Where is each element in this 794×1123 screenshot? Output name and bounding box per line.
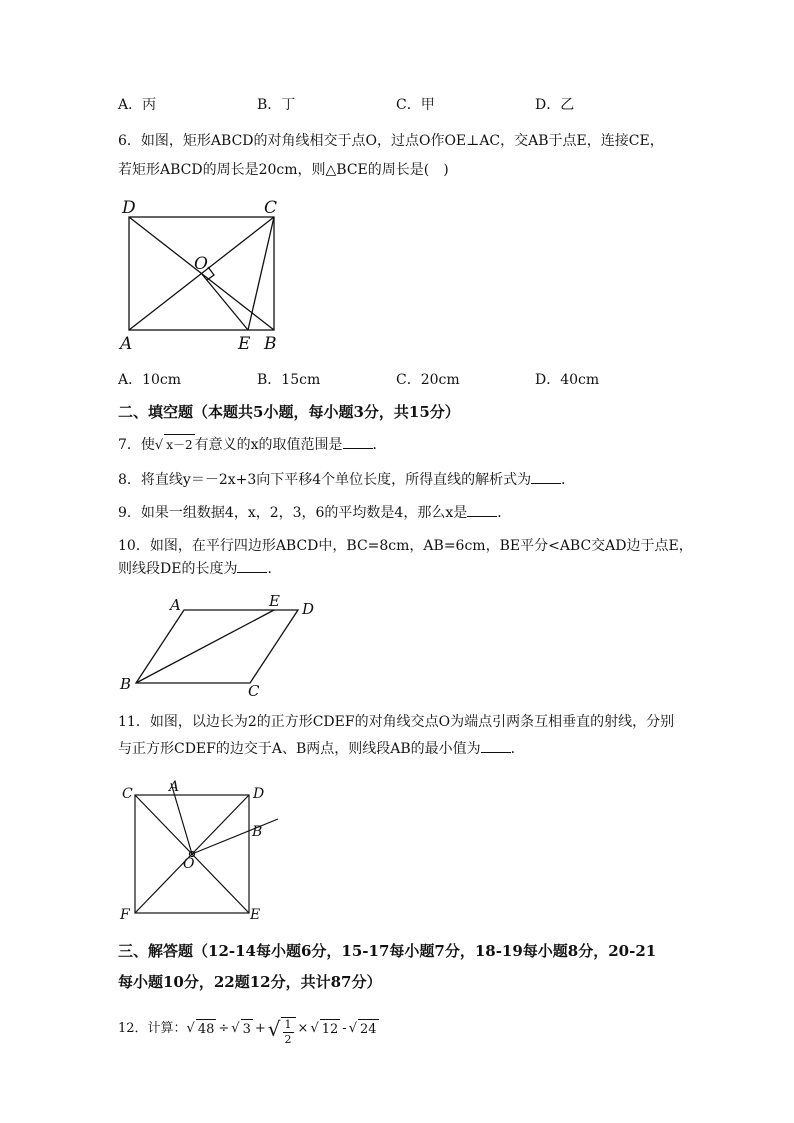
q12-sqrt-sign-4: √ — [310, 1021, 319, 1036]
q6-option-d: D．40cm — [535, 372, 600, 388]
label-a: A — [169, 779, 180, 795]
q12-sqrt-sign-2: √ — [231, 1021, 240, 1036]
q12-fraction — [281, 1017, 296, 1047]
q8-text: 8．将直线y＝－2x+3向下平移4个单位长度，所得直线的解析式为 — [118, 472, 532, 488]
label-o: O — [183, 856, 195, 872]
q10-figure — [112, 590, 332, 705]
ray-ob — [192, 819, 278, 854]
q12-frac-den: 2 — [284, 1033, 292, 1046]
q10-line1: 10．如图，在平行四边形ABCD中，BC=8cm，AB=6cm，BE平分<ABC交AD边于点E， — [118, 538, 693, 554]
q7 — [118, 434, 387, 456]
q7-radicand: x－2 — [164, 434, 194, 455]
q12-times: × — [297, 1021, 309, 1036]
label-b: B — [264, 334, 277, 354]
q12-radicand-3: 3 — [241, 1019, 253, 1040]
label-a: A — [170, 596, 181, 614]
q12-plus: + — [254, 1021, 266, 1036]
segment-oe — [201, 273, 248, 330]
q12-sqrt-sign-5: √ — [348, 1021, 357, 1036]
q6-line2: 若矩形ABCD的周长是20cm，则△BCE的周长是( ) — [118, 162, 449, 178]
q10-end: ． — [267, 561, 282, 577]
q9-end: ． — [497, 505, 512, 521]
q12-sqrt-sign-3: √ — [267, 1017, 281, 1041]
q12-radicand-24: 24 — [358, 1019, 379, 1040]
label-d: D — [302, 600, 315, 618]
q11-line2 — [118, 739, 525, 759]
q12-frac-num: 1 — [284, 1018, 292, 1031]
q6-figure — [112, 195, 312, 355]
segment-be — [136, 610, 274, 683]
q6-option-b: B．15cm — [257, 372, 321, 388]
section3-heading-line2: 每小题10分，22题12分，共计87分） — [118, 973, 382, 991]
q10-line2 — [118, 559, 281, 579]
label-d: D — [253, 786, 265, 802]
q12-minus: - — [342, 1021, 347, 1036]
section3-heading-line1: 三、解答题（12-14每小题6分，15-17每小题7分，18-19每小题8分，20-21 — [118, 942, 657, 960]
label-e: E — [250, 907, 261, 923]
q12 — [118, 1011, 379, 1047]
label-d: D — [122, 198, 136, 218]
parallelogram-abcd — [136, 610, 298, 683]
q12-sqrt-sign-1: √ — [186, 1021, 195, 1036]
q12-radicand-48: 48 — [196, 1019, 217, 1040]
q5-option-a: A．丙 — [118, 97, 157, 113]
label-f: F — [120, 907, 130, 923]
q6-option-c: C．20cm — [396, 372, 460, 388]
q5-option-d: D．乙 — [535, 97, 575, 113]
label-b: B — [252, 824, 263, 840]
q11-end: ． — [510, 741, 525, 757]
q11-figure — [112, 776, 282, 926]
label-e: E — [238, 334, 251, 354]
q5-option-b: B．丁 — [257, 97, 296, 113]
q9-blank — [467, 504, 497, 517]
q5-option-c: C．甲 — [396, 97, 435, 113]
label-c: C — [264, 198, 278, 218]
q7-end: ． — [372, 437, 387, 453]
label-b: B — [120, 675, 132, 693]
q8-end: ． — [561, 472, 576, 488]
q7-blank — [343, 436, 373, 449]
q11-blank — [481, 740, 511, 753]
q12-prefix: 12．计算： — [118, 1021, 187, 1036]
label-e: E — [269, 592, 280, 610]
q7-prefix: 7．使 — [118, 437, 155, 453]
label-c: C — [122, 786, 133, 802]
q12-radicand-12: 12 — [320, 1019, 341, 1040]
section2-heading: 二、填空题（本题共5小题，每小题3分，共15分） — [118, 403, 460, 421]
q9 — [118, 503, 511, 523]
label-c: C — [248, 682, 260, 700]
q8 — [118, 470, 575, 490]
q6-line1: 6．如图，矩形ABCD的对角线相交于点O，过点O作OE⊥AC，交AB于点E，连接CE， — [118, 133, 664, 149]
q11-line2-text: 与正方形CDEF的边交于A、B两点，则线段AB的最小值为 — [118, 741, 481, 757]
q8-blank — [531, 471, 561, 484]
label-o: O — [194, 254, 208, 274]
q7-sqrt-sign: √ — [154, 438, 164, 453]
q7-suffix: 有意义的x的取值范围是 — [194, 437, 343, 453]
q10-blank — [237, 560, 267, 573]
q11-line1: 11．如图，以边长为2的正方形CDEF的对角线交点O为端点引两条互相垂直的射线，分别 — [118, 714, 675, 730]
q9-text: 9．如果一组数据4，x，2，3，6的平均数是4，那么x是 — [118, 505, 468, 521]
label-a: A — [120, 334, 133, 354]
q10-line2-text: 则线段DE的长度为 — [118, 561, 238, 577]
q6-option-a: A．10cm — [118, 372, 182, 388]
q12-div: ÷ — [218, 1021, 230, 1036]
